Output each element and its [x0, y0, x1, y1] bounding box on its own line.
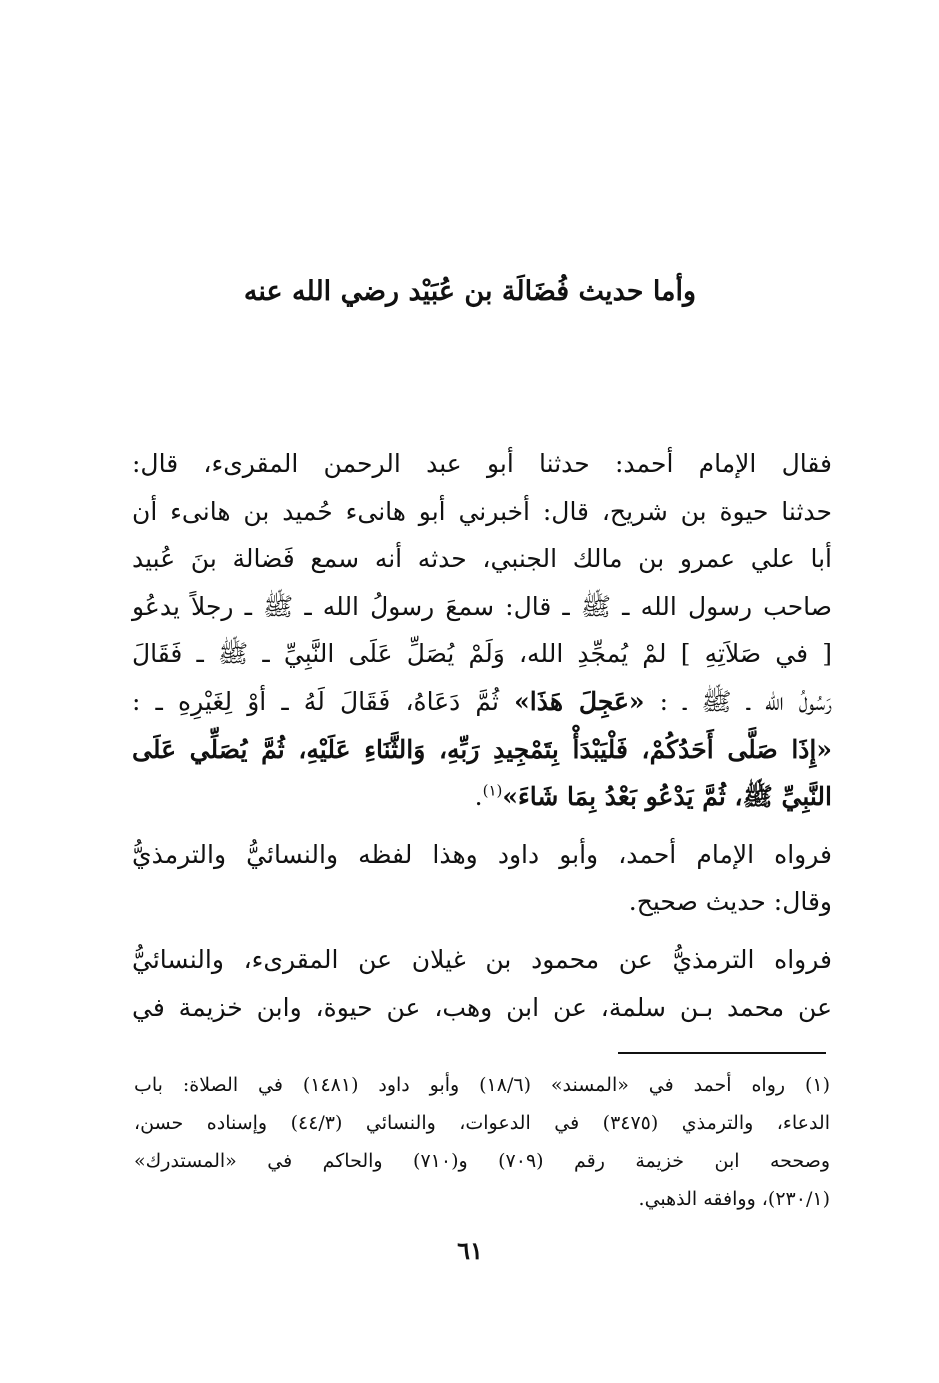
paragraph-chains: [132, 936, 832, 1031]
section-title: وأما حديث فُضَالَة بن عُبَيْد رضي الله عنه: [243, 276, 697, 307]
text-segment: ثُمَّ دَعَاهُ، فَقَالَ لَهُ ـ أوْ لِغَيْرِهِ ـ :: [132, 686, 515, 716]
text-line: صاحب رسول الله ـ ﷺ ـ قال: سمعَ رسولُ الله ـ ﷺ ـ رجلاً يدعُو: [132, 591, 832, 621]
footnote: [134, 1066, 830, 1218]
text-line: فرواه الإمام أحمد، وأبو داود وهذا لفظه والنسائيُّ والترمذيُّ: [132, 839, 832, 869]
footnote-divider: [618, 1052, 826, 1054]
main-text: [132, 440, 832, 1041]
footnote-line: وصححه ابن خزيمة رقم (٧٠٩) و(٧١٠) والحاكم في «المستدرك»: [134, 1150, 830, 1172]
text-line: [ في صَلاَتِهِ ] لمْ يُمجِّدِ الله، وَلَمْ يُصَلِّ عَلَى النَّبِيِّ ـ ﷺ ـ فَقَالَ: [132, 639, 832, 669]
footnote-marker: (١): [482, 781, 503, 800]
text-line: وقال: حديث صحيح.: [628, 887, 832, 917]
text-line: حدثنا حيوة بن شريح، قال: أخبرني أبو هانىء حُميد بن هانىء أن: [132, 496, 833, 526]
hadith-quote: النَّبِيِّ ﷺ، ثُمَّ يَدْعُو بَعْدُ بِمَا شَاءَ»: [502, 782, 832, 812]
text-line: فرواه الترمذيُّ عن محمود بن غيلان عن المقرىء، والنسائيُّ: [132, 944, 832, 974]
text-line: عن محمد بـن سلمة، عن ابن وهب، عن حيوة، وابن خزيمة في: [132, 992, 832, 1022]
paragraph-hadith-narration: [132, 440, 832, 821]
text-segment: رَسُولُ الله ـ ﷺ ـ :: [644, 686, 832, 716]
text-line: [132, 773, 832, 821]
footnote-line: (٢٣٠/١)، ووافقه الذهبي.: [638, 1188, 830, 1210]
hadith-quote: «عَجِلَ هَذَا»: [514, 686, 645, 716]
text-segment: .: [474, 782, 483, 812]
footnote-line: (١) رواه أحمد في «المسند» (١٨/٦) وأبو داود (١٤٨١) في الصلاة: باب: [134, 1074, 830, 1096]
paragraph-narrators: [132, 831, 832, 926]
text-line: أبا علي عمرو بن مالك الجنبي، حدثه أنه سمع فَضالة بنَ عُبيد: [132, 544, 832, 574]
text-line: فقال الإمام أحمد: حدثنا أبو عبد الرحمن المقرىء، قال:: [132, 449, 832, 478]
footnote-line: الدعاء، والترمذي (٣٤٧٥) في الدعوات، والنسائي (٤٤/٣) وإسناده حسن،: [134, 1112, 830, 1134]
text-line: [132, 678, 832, 726]
hadith-quote-line: «إِذَا صَلَّى أَحَدُكُمْ، فَلْيَبْدَأْ بِتَمْجِيدِ رَبِّهِ، وَالثَّنَاءِ عَلَيْهِ، ثُمَّ يُصَلِّي عَلَى: [132, 734, 832, 764]
page-number: ٦١: [457, 1236, 483, 1265]
